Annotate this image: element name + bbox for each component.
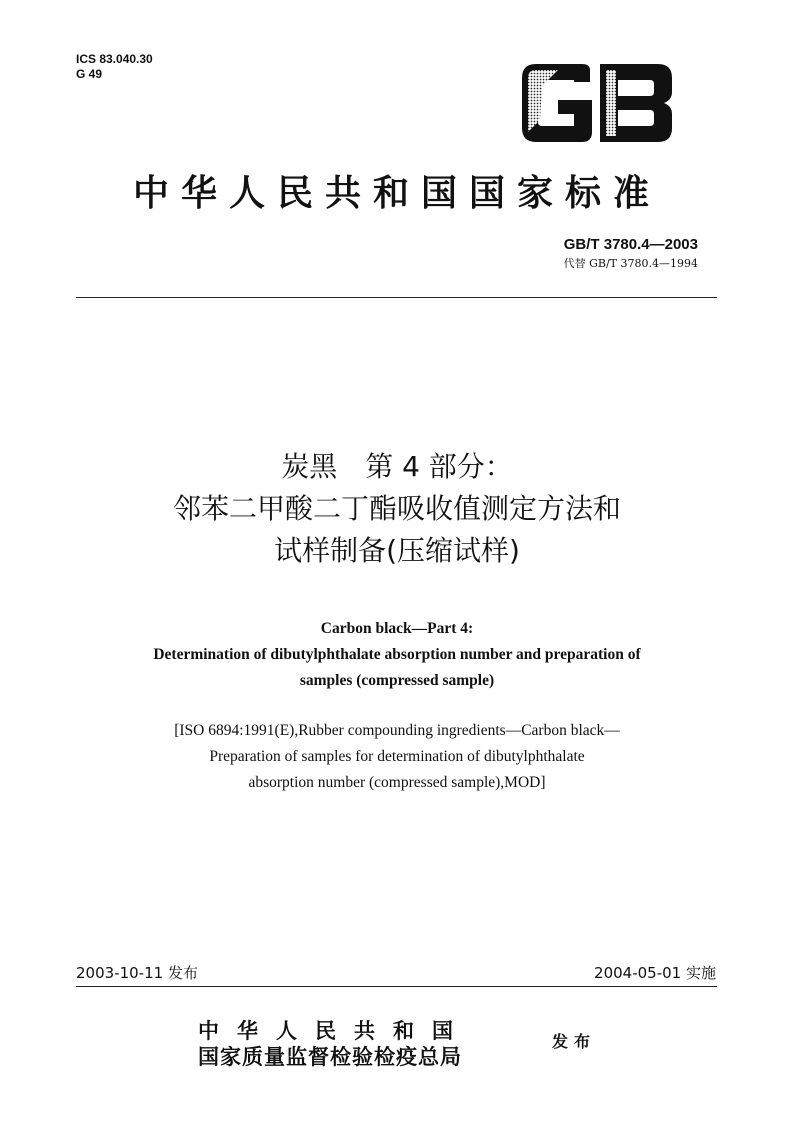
english-title-line-2: Determination of dibutylphthalate absorption number and preparation of xyxy=(153,646,641,663)
chinese-title xyxy=(0,446,794,572)
iso-reference-line-1: [ISO 6894:1991(E),Rubber compounding ingredients—Carbon black— xyxy=(174,722,620,739)
gb-logo-text: GB xyxy=(518,60,520,61)
publish-label: 发布 xyxy=(552,1032,597,1051)
english-title xyxy=(0,616,794,694)
top-divider xyxy=(76,297,717,298)
iso-reference xyxy=(0,718,794,796)
chinese-title-line-2: 邻苯二甲酸二丁酯吸收值测定方法和 xyxy=(172,492,621,525)
standard-number-block xyxy=(564,236,698,271)
chinese-title-line-1: 炭黑 第 4 部分： xyxy=(281,450,513,483)
issue-date: 2003-10-11 发布 xyxy=(76,964,198,982)
english-title-line-3: samples (compressed sample) xyxy=(299,672,495,689)
classification-line: G 49 xyxy=(76,67,103,81)
ics-line: ICS 83.040.30 xyxy=(76,52,153,66)
issuer-line-2: 国家质量监督检验检疫总局 xyxy=(198,1044,462,1069)
iso-reference-line-3: absorption number (compressed sample),MOD] xyxy=(248,774,546,791)
issuing-authority xyxy=(198,1018,471,1070)
english-title-line-1: Carbon black—Part 4: xyxy=(320,620,474,637)
replaces-standard: 代替 GB/T 3780.4—1994 xyxy=(563,257,698,270)
standard-title: 中华人民共和国国家标准 xyxy=(132,173,661,214)
ics-code xyxy=(76,52,153,82)
iso-reference-line-2: Preparation of samples for determination of dibutylphthalate xyxy=(209,748,585,765)
implementation-date: 2004-05-01 实施 xyxy=(594,964,716,982)
gb-logo xyxy=(518,60,676,146)
standard-number: GB/T 3780.4—2003 xyxy=(563,236,698,253)
chinese-title-line-3: 试样制备(压缩试样) xyxy=(274,534,520,567)
bottom-divider xyxy=(76,986,717,987)
issuer-line-1: 中华人民共和国 xyxy=(198,1018,471,1043)
